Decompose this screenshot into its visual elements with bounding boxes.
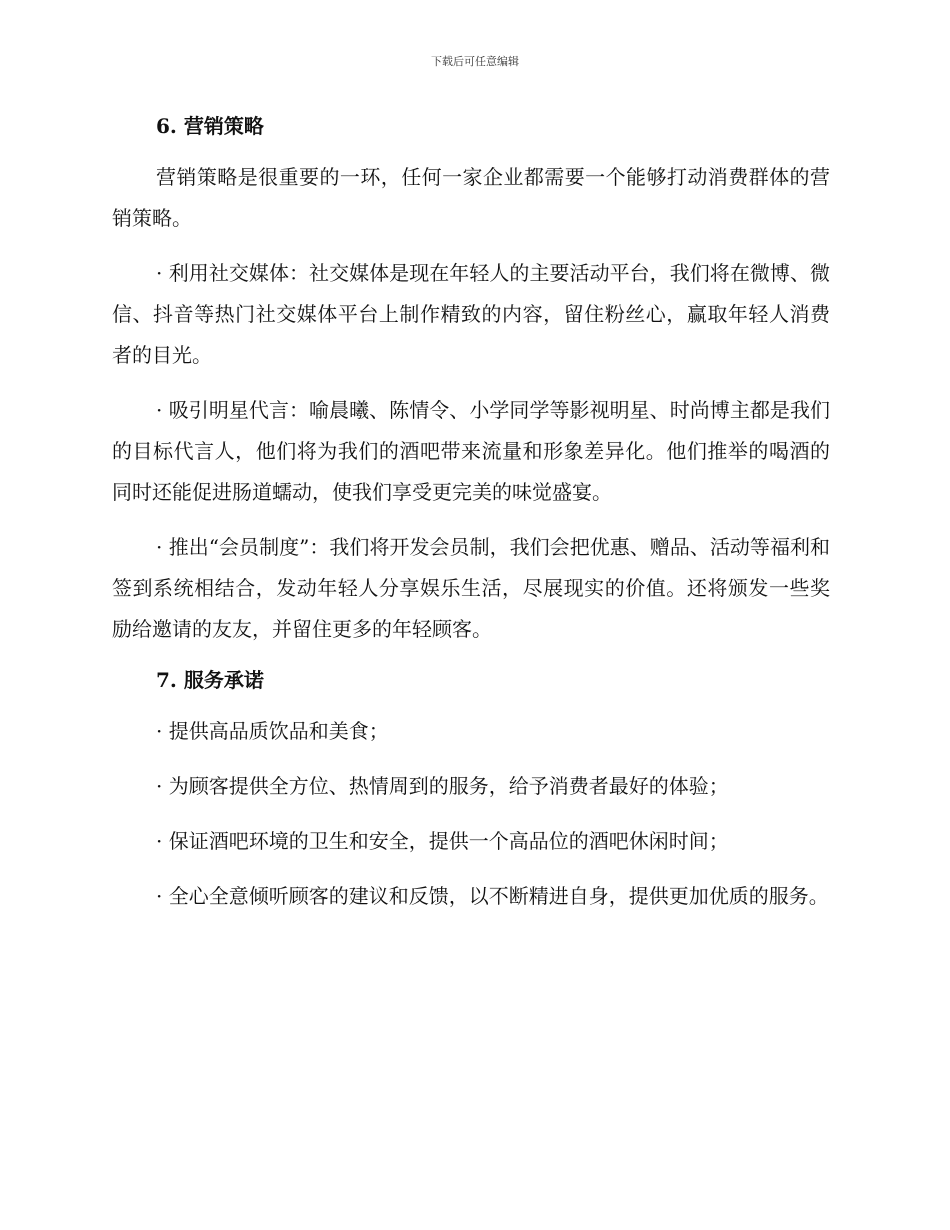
list-item: · 全心全意倾听顾客的建议和反馈，以不断精进自身，提供更加优质的服务。 — [156, 884, 829, 908]
list-item: · 利用社交媒体：社交媒体是现在年轻人的主要活动平台，我们将在微博、微信、抖音等热门社交媒体平台上制作精致的内容，留住粉丝心，赢取年轻人消费者的目光。 — [112, 261, 830, 367]
list-item: · 提供高品质饮品和美食； — [156, 719, 389, 743]
list-item: · 推出“会员制度”：我们将开发会员制，我们会把优惠、赠品、活动等福利和签到系统相结合，发动年轻人分享娱乐生活，尽展现实的价值。还将颁发一些奖励给邀请的友友，并留住更多的年轻顾客。 — [112, 535, 830, 641]
list-item: · 为顾客提供全方位、热情周到的服务，给予消费者最好的体验； — [156, 774, 729, 798]
list-item: · 保证酒吧环境的卫生和安全，提供一个高品位的酒吧休闲时间； — [156, 829, 729, 853]
section-heading-service: 7. 服务承诺 — [156, 668, 264, 692]
section-heading-marketing: 6. 营销策略 — [156, 114, 264, 138]
header-note: 下载后可任意编辑 — [431, 55, 519, 68]
document-body — [112, 110, 830, 917]
list-item: · 吸引明星代言：喻晨曦、陈情令、小学同学等影视明星、时尚博主都是我们的目标代言人，他们将为我们的酒吧带来流量和形象差异化。他们推举的喝酒的同时还能促进肠道蠕动，使我们享受更完美的味觉盛宴。 — [112, 398, 830, 504]
paragraph: 营销策略是很重要的一环，任何一家企业都需要一个能够打动消费群体的营销策略。 — [112, 165, 830, 230]
